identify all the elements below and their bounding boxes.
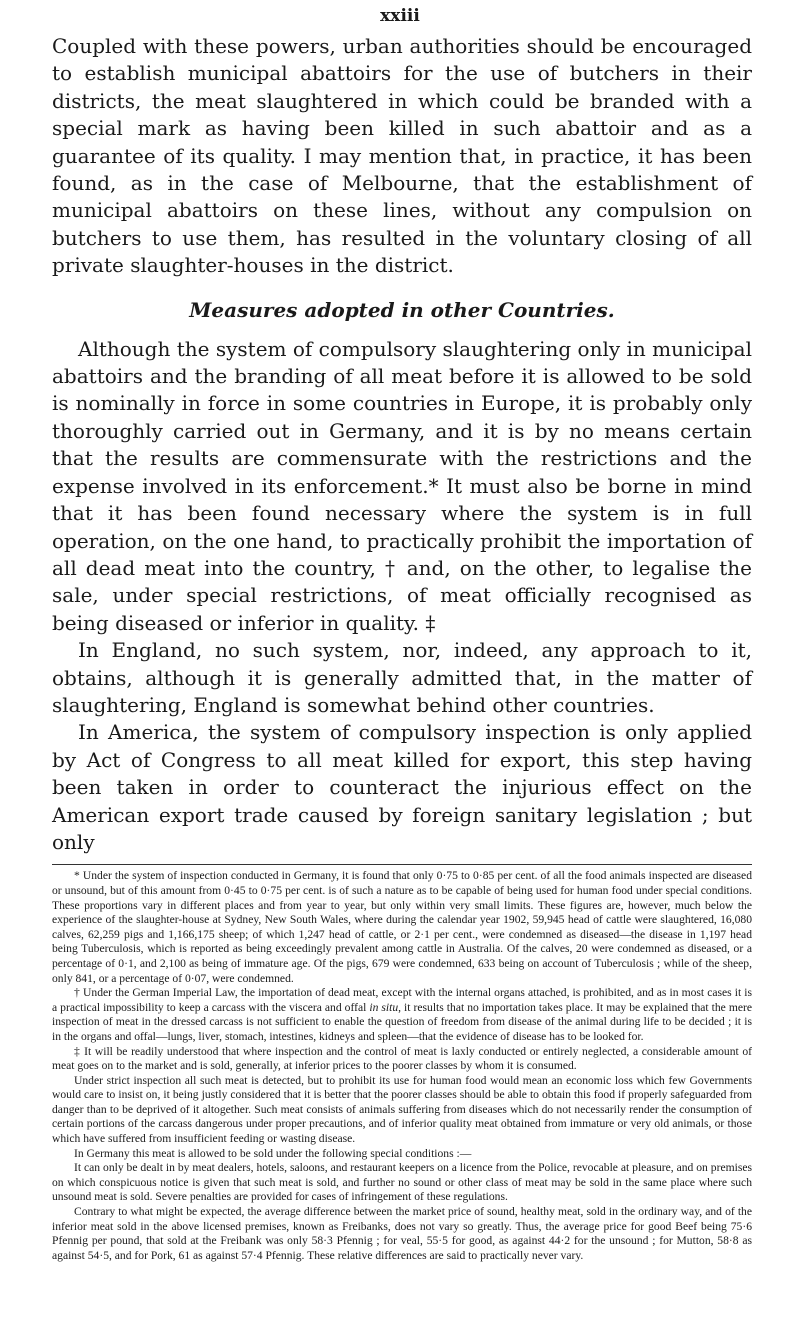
footnote-ddagger-5: Contrary to what might be expected, the average difference between the market price of sound, healthy meat, sold in the ordinary way, and of the inferior meat sold in the above licensed premises, known as Freibanks, does not vary so greatly. Thus, the average price for good Beef being 75·6 Pfennig per pound, that sold at the Freibank was only 58·3 Pfennig ; for veal, 55·5 for good, as against 44·2 for the unsound ; for Mutton, 58·8 as against 54·5, and for Pork, 61 as against 57·4 Pfennig. These relative differences are said to practically never vary. xyxy=(52,1205,752,1262)
footnote-divider xyxy=(52,864,752,865)
footnote-ddagger-3: In Germany this meat is allowed to be sold under the following special conditions :— xyxy=(74,1146,472,1160)
footnotes xyxy=(52,869,752,1263)
opening-paragraph: Coupled with these powers, urban authorities should be encouraged to establish municipal abattoirs for the use of butchers in their districts, the meat slaughtered in which could be branded with a special mark as having been killed in such abattoir and as a guarantee of its quality. I may mention that, in practice, it has been found, as in the case of Melbourne, that the establishment of municipal abattoirs on these lines, without any compulsion on butchers to use them, has resulted in the voluntary closing of all private slaughter-houses in the district. xyxy=(52,34,752,278)
page-number: xxiii xyxy=(380,6,420,26)
footnote-dagger-text-1: † Under the German Imperial Law, the importation of dead meat, except with the internal organs attached, is prohibited, and as in most cases it is a practical impossibility to keep a carcass with the viscera and offal xyxy=(52,986,752,1014)
footnote-dagger-text-2: , it results that no importation takes place. It may be explained that the mere inspection of meat in the dressed carcass is not sufficient to enable the question of freedom from disease of the animal during life to be decided ; it is in the organs and offal—lungs, liver, stomach, intestines, kidneys and spleen—that the evidence of disease has to be looked for. xyxy=(52,1000,752,1043)
paragraph-germany: Although the system of compulsory slaughtering only in municipal abattoirs and the branding of all meat before it is allowed to be sold is nominally in force in some countries in Europe, it is probably only thoroughly carried out in Germany, and it is by no means certain that the results are commensurate with the restrictions and the expense involved in its enforcement.* It must also be borne in mind that it has been found necessary where the system is in full operation, on the one hand, to practically prohibit the importation of all dead meat into the country, † and, on the other, to legalise the sale, under special restrictions, of meat officially recognised as being diseased or inferior in quality. ‡ xyxy=(52,336,752,635)
footnote-dagger xyxy=(52,986,752,1044)
footnote-ddagger-2: Under strict inspection all such meat is detected, but to prohibit its use for human food would mean an economic loss which few Governments would care to insist on, it being justly considered that it is better that the poorer classes should be able to obtain this food if properly safeguarded from danger than to be deprived of it altogether. Such meat consists of animals suffering from diseases which do not necessarily render the consumption of certain portions of the carcass dangerous under proper precautions, and of inferior quality meat obtained from immature or very old animals, or those which have suffered from insufficient feeding or wasting disease. xyxy=(52,1073,752,1146)
footnote-ddagger-1: ‡ It will be readily understood that where inspection and the control of meat is laxly conducted or entirely neglected, a considerable amount of meat goes on to the market and is sold, generally, at inferior prices to the poorer classes by whom it is consumed. xyxy=(52,1044,752,1073)
footnote-star: * Under the system of inspection conducted in Germany, it is found that only 0·75 to 0·85 per cent. of all the food animals inspected are diseased or unsound, but of this amount from 0·45 to 0·75 per cent. is of such a nature as to be capable of being used for human food under special conditions. These proportions vary in different places and from year to year, but only within very small limits. These figures are, however, much below the experience of the slaughter-house at Sydney, New South Wales, where during the calendar year 1902, 59,945 head of cattle were slaughtered, 16,080 calves, 62,259 pigs and 1,166,175 sheep; of which 1,247 head of cattle, or 2·1 per cent., were condemned as diseased—the disease in 1,197 head being Tuberculosis, which is reported as being exceedingly prevalent among cattle in Australia. Of the calves, 20 were condemned as diseased, or a percentage of 0·1, and 2,100 as being of immature age. Of the pigs, 679 were condemned, 633 being on account of Tuberculosis ; while of the sheep, only 841, or a percentage of 0·07, were condemned. xyxy=(52,869,752,985)
paragraph-america: In America, the system of compulsory inspection is only applied by Act of Congress to all meat killed for export, this step having been taken in order to counteract the injurious effect on the American export trade caused by foreign sanitary legislation ; but only xyxy=(52,720,752,854)
page-body xyxy=(52,33,752,1263)
paragraph-england: In England, no such system, nor, indeed, any approach to it, obtains, although it is generally admitted that, in the matter of slaughtering, England is somewhat behind other countries. xyxy=(52,638,752,717)
footnote-ddagger-4: It can only be dealt in by meat dealers, hotels, saloons, and restaurant keepers on a licence from the Police, revocable at pleasure, and on premises on which conspicuous notice is given that such meat is sold, and further no sound or other class of meat may be sold in the same place where such unsound meat is sold. Severe penalties are provided for cases of infringement of these regulations. xyxy=(52,1161,752,1204)
footnote-dagger-italic: in situ xyxy=(369,1000,399,1014)
section-heading: Measures adopted in other Countries. xyxy=(189,297,615,322)
